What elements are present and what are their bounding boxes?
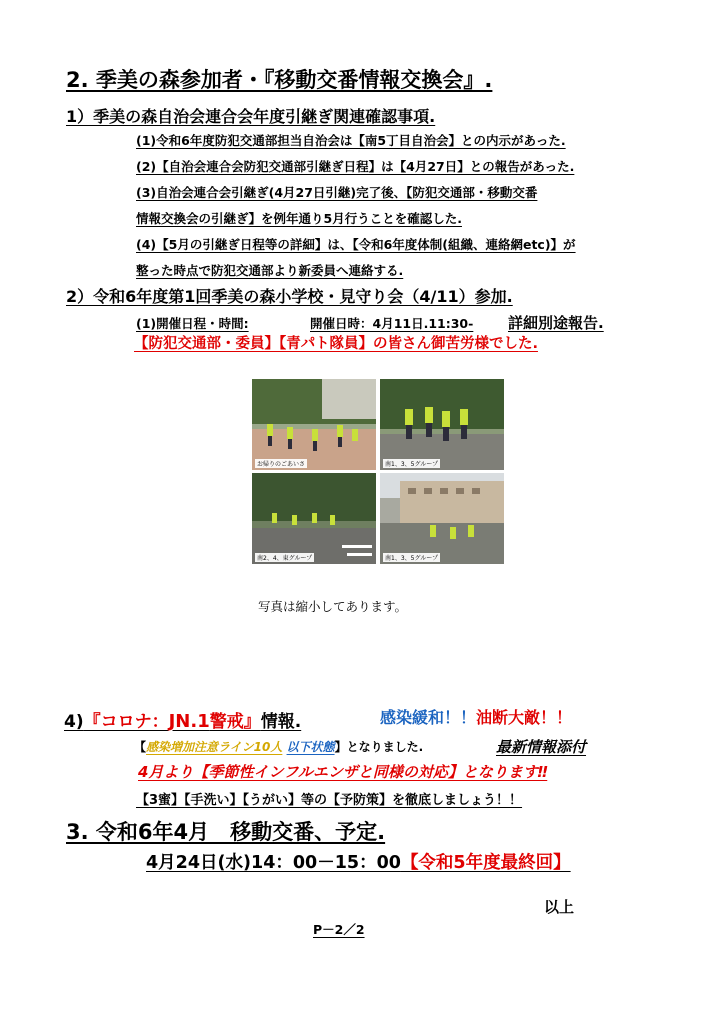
sub2-row-time: 開催日時：4月11日.11:30- bbox=[310, 316, 474, 331]
sub2-row-schedule bbox=[136, 314, 604, 332]
status-threshold: 感染増加注意ライン10人 bbox=[146, 740, 283, 754]
photo-1 bbox=[252, 379, 376, 470]
photo-3 bbox=[252, 473, 376, 564]
alert-relaxed: 感染緩和！！ bbox=[380, 708, 477, 727]
latest-info-attached: 最新情報添付 bbox=[496, 738, 587, 756]
infection-status-line bbox=[134, 738, 423, 755]
sub2-row-label: (1)開催日程・時間: bbox=[136, 316, 249, 331]
sub2-row-report: 詳細別途報告. bbox=[508, 314, 604, 332]
closing-text: 以上 bbox=[544, 898, 575, 916]
sub1-item-3: (3)自治会連合会引継ぎ(4月27日引継)完了後、【防犯交通部・移動交番 bbox=[136, 185, 538, 200]
sub1-item-1: (1)令和6年度防犯交通部担当自治会は【南5丁目自治会】との内示があった. bbox=[136, 133, 566, 148]
thanks-note: 【防犯交通部・委員】【青パト隊員】の皆さん御苦労様でした. bbox=[134, 336, 538, 352]
flu-notice: 4月より【季節性インフルエンザと同様の対応】となります‼ bbox=[138, 763, 548, 781]
section4-title-part2: JN.1 bbox=[168, 711, 210, 732]
photo-2 bbox=[380, 379, 504, 470]
photo-2-caption: 南1、3、5グループ bbox=[385, 461, 438, 468]
schedule-datetime: 4月24日(水)14：00－15：00 bbox=[146, 853, 401, 873]
prevention-notice: 【3蜜】【手洗い】【うがい】等の【予防策】を徹底しましょう！！ bbox=[136, 793, 523, 808]
schedule-note: 【令和5年度最終回】 bbox=[400, 853, 571, 873]
section4-prefix: 4) bbox=[64, 712, 84, 732]
infection-alert bbox=[380, 705, 572, 728]
photo-3-caption: 南2、4、東グループ bbox=[257, 555, 313, 562]
sub1-item-3-cont: 情報交換会の引継ぎ】を例年通り5月行うことを確認した. bbox=[136, 211, 462, 226]
photo-1-caption: お帰りのごあいさ bbox=[257, 461, 306, 468]
section4-heading bbox=[64, 707, 301, 732]
sub1-item-4: (4)【5月の引継ぎ日程等の詳細】は、【令和6年度体制(組織、連絡網etc)】が bbox=[136, 237, 576, 252]
status-below: 以下状態 bbox=[286, 740, 335, 754]
page-number: P－2／2 bbox=[313, 922, 365, 937]
section4-title-part3: 警戒』 bbox=[209, 712, 261, 732]
section2-sub1-heading: 1）季美の森自治会連合会年度引継ぎ関連確認事項. bbox=[66, 107, 436, 126]
section4-title-part4: 情報. bbox=[260, 712, 302, 732]
section2-heading: 2. 季美の森参加者・『移動交番情報交換会』. bbox=[66, 68, 493, 92]
alert-caution: 油断大敵！！ bbox=[476, 708, 573, 727]
section2-sub2-heading: 2）令和6年度第1回季美の森小学校・見守り会（4/11）参加. bbox=[66, 287, 513, 306]
photo-4 bbox=[380, 473, 504, 564]
schedule-date bbox=[146, 849, 571, 874]
sub1-item-2: (2)【自治会連合会防犯交通部引継ぎ日程】は【4月27日】との報告があった. bbox=[136, 159, 575, 174]
sub1-item-4-cont: 整った時点で防犯交通部より新委員へ連絡する. bbox=[136, 263, 404, 278]
section3-heading: 3. 令和6年4月 移動交番、予定. bbox=[66, 820, 386, 844]
status-open-bracket: 【 bbox=[134, 740, 147, 754]
photo-note: 写真は縮小してあります。 bbox=[258, 599, 408, 614]
section4-title-part1: 『コロナ： bbox=[83, 712, 169, 732]
photo-4-caption: 南1、3、5グループ bbox=[385, 555, 438, 562]
status-close: 】となりました. bbox=[334, 740, 424, 754]
